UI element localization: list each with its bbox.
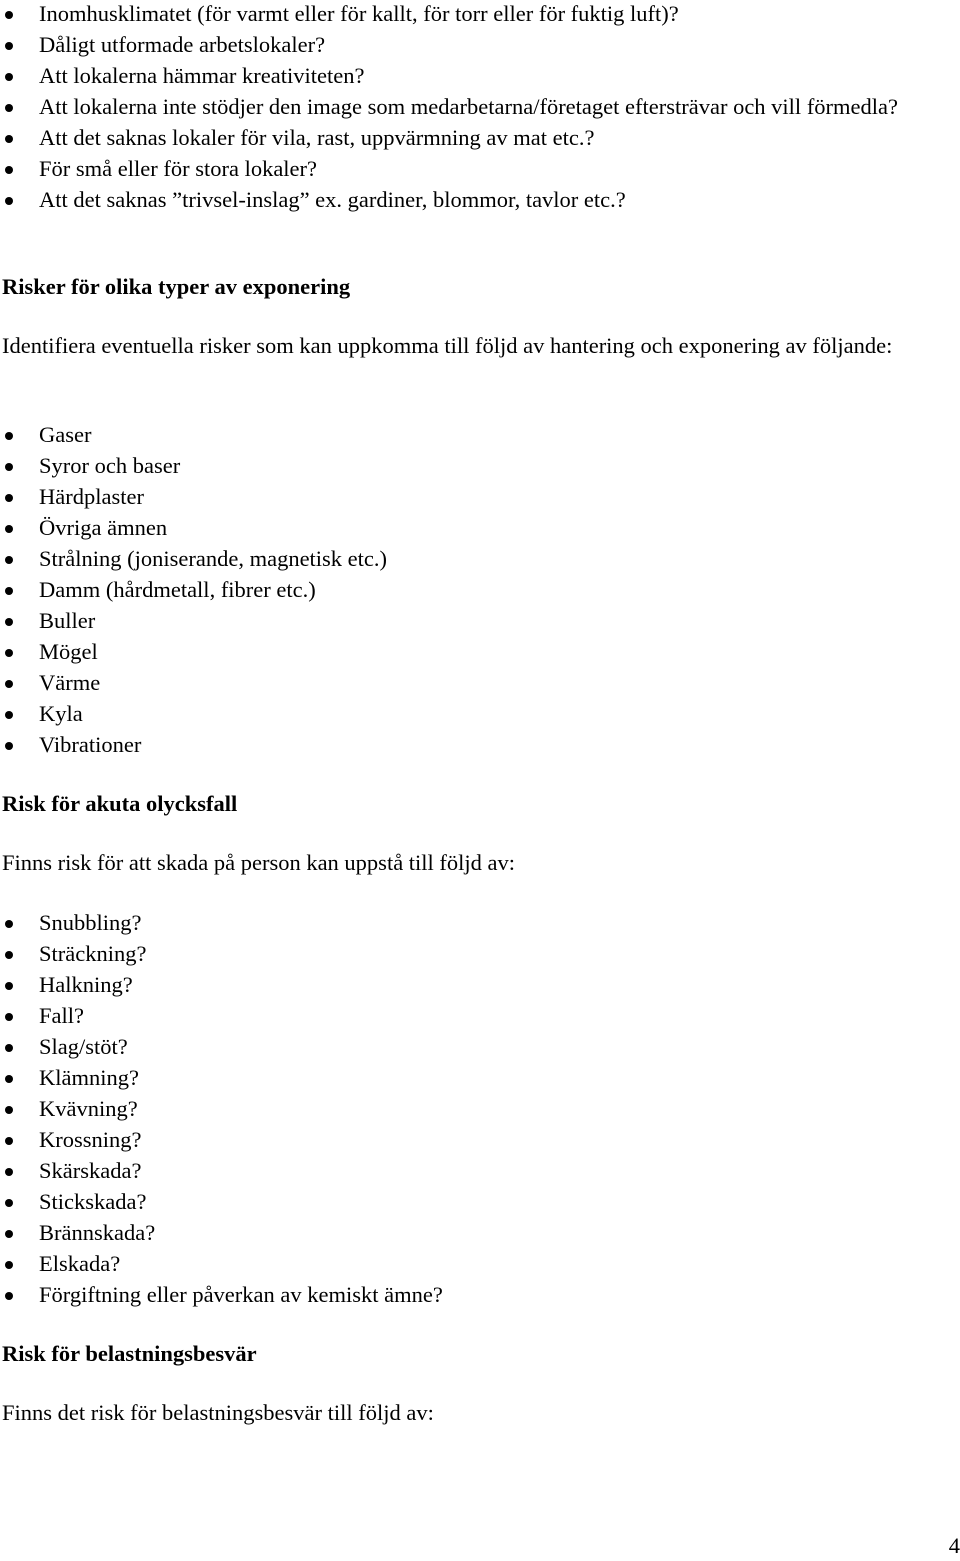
bullet-icon	[5, 11, 13, 19]
list-item-text: Skärskada?	[39, 1158, 142, 1183]
list-item	[0, 122, 940, 153]
list-item-text: Klämning?	[39, 1065, 139, 1090]
list-item	[0, 481, 940, 512]
list-item-text: Syror och baser	[39, 453, 181, 478]
list-item-text: Elskada?	[39, 1251, 121, 1276]
list-item	[0, 1217, 940, 1248]
list-item-text: Damm (hårdmetall, fibrer etc.)	[39, 577, 316, 602]
exposure-intro: Identifiera eventuella risker som kan uppkomma till följd av hantering och exponering av följande:	[2, 333, 893, 358]
list-item	[0, 729, 940, 760]
bullet-icon	[5, 1044, 13, 1052]
list-item-text: Att lokalerna hämmar kreativiteten?	[39, 63, 365, 88]
list-item	[0, 969, 940, 1000]
bullet-icon	[5, 1013, 13, 1021]
bullet-icon	[5, 711, 13, 719]
list-item	[0, 1000, 940, 1031]
page-number: 4	[948, 1533, 960, 1558]
bullet-icon	[5, 556, 13, 564]
list-item	[0, 574, 940, 605]
strain-heading: Risk för belastningsbesvär	[2, 1341, 257, 1366]
list-item-text: Strålning (joniserande, magnetisk etc.)	[39, 546, 388, 571]
list-item-text: Förgiftning eller påverkan av kemiskt ämne?	[39, 1282, 443, 1307]
list-item-text: Att lokalerna inte stödjer den image som medarbetarna/företaget eftersträvar och vill förmedla?	[39, 94, 899, 119]
bullet-icon	[5, 587, 13, 595]
bullet-icon	[5, 73, 13, 81]
list-item	[0, 419, 940, 450]
bullet-icon	[5, 1106, 13, 1114]
list-item-text: Halkning?	[39, 972, 133, 997]
bullet-icon	[5, 525, 13, 533]
bullet-icon	[5, 135, 13, 143]
bullet-icon	[5, 166, 13, 174]
bullet-icon	[5, 494, 13, 502]
list-item	[0, 153, 940, 184]
list-item-text: Kvävning?	[39, 1096, 138, 1121]
list-item	[0, 1248, 940, 1279]
list-item	[0, 667, 940, 698]
list-item	[0, 1062, 940, 1093]
list-item-text: Mögel	[39, 639, 98, 664]
list-item-text: Värme	[39, 670, 101, 695]
list-item	[0, 1155, 940, 1186]
list-item	[0, 1031, 940, 1062]
bullet-icon	[5, 920, 13, 928]
list-item-text: För små eller för stora lokaler?	[39, 156, 318, 181]
bullet-icon	[5, 1261, 13, 1269]
bullet-icon	[5, 463, 13, 471]
strain-intro: Finns det risk för belastningsbesvär till följd av:	[2, 1400, 434, 1425]
bullet-icon	[5, 982, 13, 990]
list-item	[0, 907, 940, 938]
bullet-icon	[5, 1230, 13, 1238]
list-item	[0, 91, 940, 122]
list-item-text: Att det saknas ”trivsel-inslag” ex. gardiner, blommor, tavlor etc.?	[39, 187, 626, 212]
accidents-intro: Finns risk för att skada på person kan uppstå till följd av:	[2, 850, 516, 875]
list-item-text: Buller	[39, 608, 96, 633]
list-item-text: Härdplaster	[39, 484, 144, 509]
list-item-text: Gaser	[39, 422, 92, 447]
accidents-heading: Risk för akuta olycksfall	[2, 791, 238, 816]
list-item	[0, 60, 940, 91]
list-item	[0, 512, 940, 543]
list-item	[0, 636, 940, 667]
exposure-list	[0, 419, 940, 760]
list-item	[0, 1186, 940, 1217]
list-item	[0, 1093, 940, 1124]
list-item	[0, 543, 940, 574]
list-item-text: Att det saknas lokaler för vila, rast, uppvärmning av mat etc.?	[39, 125, 595, 150]
list-item-text: Kyla	[39, 701, 83, 726]
bullet-icon	[5, 618, 13, 626]
list-item-text: Stickskada?	[39, 1189, 147, 1214]
list-item-text: Slag/stöt?	[39, 1034, 128, 1059]
bullet-icon	[5, 104, 13, 112]
list-item-text: Snubbling?	[39, 910, 142, 935]
list-item	[0, 0, 940, 29]
bullet-icon	[5, 1075, 13, 1083]
bullet-icon	[5, 742, 13, 750]
list-item	[0, 605, 940, 636]
list-item	[0, 184, 940, 215]
list-item	[0, 1124, 940, 1155]
accidents-list	[0, 907, 940, 1310]
list-item-text: Fall?	[39, 1003, 84, 1028]
bullet-icon	[5, 432, 13, 440]
bullet-icon	[5, 1168, 13, 1176]
list-item	[0, 938, 940, 969]
bullet-icon	[5, 951, 13, 959]
list-item-text: Vibrationer	[39, 732, 142, 757]
list-item	[0, 29, 940, 60]
list-item-text: Brännskada?	[39, 1220, 156, 1245]
bullet-icon	[5, 197, 13, 205]
bullet-icon	[5, 1199, 13, 1207]
bullet-icon	[5, 680, 13, 688]
bullet-icon	[5, 1292, 13, 1300]
list-item-text: Inomhusklimatet (för varmt eller för kallt, för torr eller för fuktig luft)?	[39, 1, 679, 26]
bullet-icon	[5, 1137, 13, 1145]
list-item-text: Dåligt utformade arbetslokaler?	[39, 32, 326, 57]
list-item-text: Sträckning?	[39, 941, 147, 966]
exposure-heading: Risker för olika typer av exponering	[2, 274, 351, 299]
list-item	[0, 1279, 940, 1310]
indoor-environment-list	[0, 0, 940, 215]
bullet-icon	[5, 42, 13, 50]
list-item-text: Övriga ämnen	[39, 515, 168, 540]
list-item	[0, 698, 940, 729]
bullet-icon	[5, 649, 13, 657]
list-item-text: Krossning?	[39, 1127, 142, 1152]
list-item	[0, 450, 940, 481]
